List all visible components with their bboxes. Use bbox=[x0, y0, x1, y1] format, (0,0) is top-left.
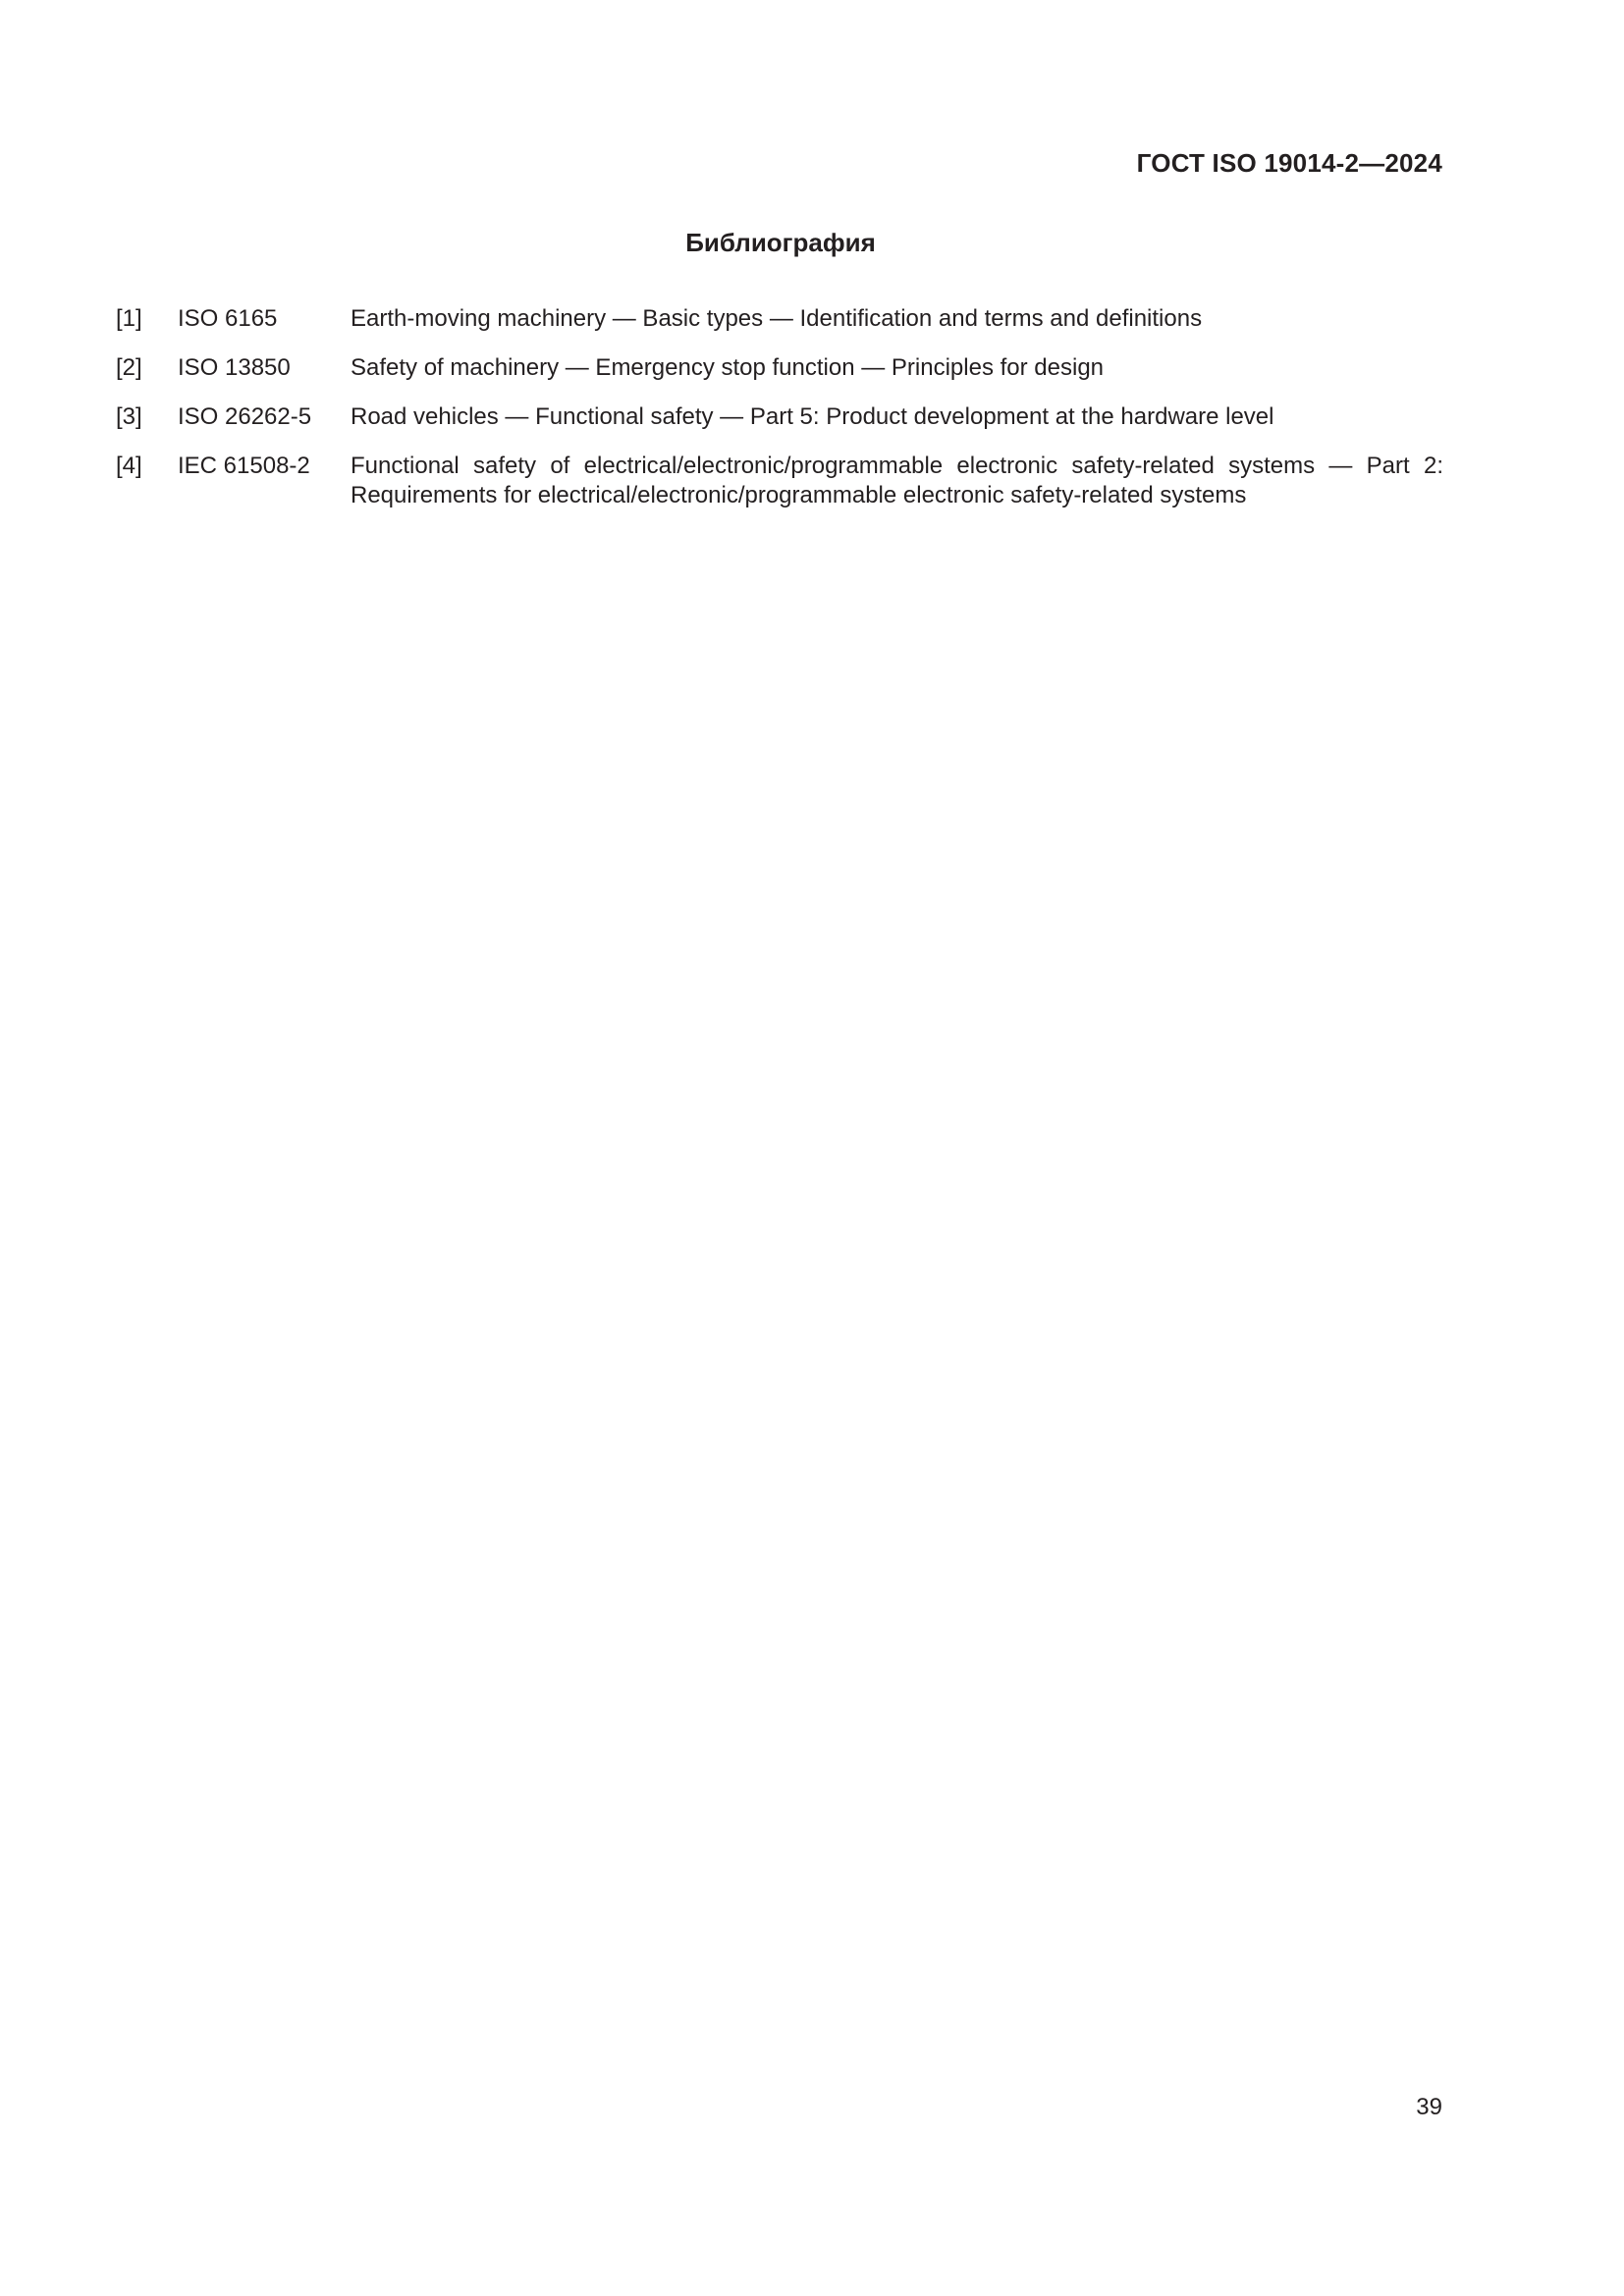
page-number: 39 bbox=[1416, 2094, 1442, 2120]
reference-number: [2] bbox=[116, 354, 142, 381]
reference-number: [3] bbox=[116, 403, 142, 430]
reference-standard-code: ISO 6165 bbox=[178, 305, 278, 332]
reference-number: [4] bbox=[116, 453, 142, 479]
bibliography-title: Библиография bbox=[685, 228, 876, 257]
bibliography-list bbox=[116, 304, 1443, 530]
reference-title: Safety of machinery — Emergency stop function — Principles for design bbox=[351, 354, 1105, 381]
reference-title: Functional safety of electrical/electronic/programmable electronic safety-related systems — Part 2: Requirements for electrical/electronic/programmable electronic safety-related systems bbox=[351, 453, 1443, 508]
bibliography-entry bbox=[116, 304, 1443, 334]
document-code-header: ГОСТ ISO 19014-2—2024 bbox=[1136, 148, 1442, 178]
reference-standard-code: ISO 13850 bbox=[178, 354, 291, 381]
reference-standard-code: IEC 61508-2 bbox=[178, 453, 310, 479]
reference-title: Road vehicles — Functional safety — Part 5: Product development at the hardware level bbox=[351, 403, 1274, 430]
reference-standard-code: ISO 26262-5 bbox=[178, 403, 312, 430]
bibliography-entry bbox=[116, 402, 1443, 432]
reference-number: [1] bbox=[116, 305, 142, 332]
reference-title: Earth-moving machinery — Basic types — Identification and terms and definitions bbox=[351, 305, 1203, 332]
bibliography-entry bbox=[116, 452, 1443, 510]
bibliography-entry bbox=[116, 353, 1443, 383]
